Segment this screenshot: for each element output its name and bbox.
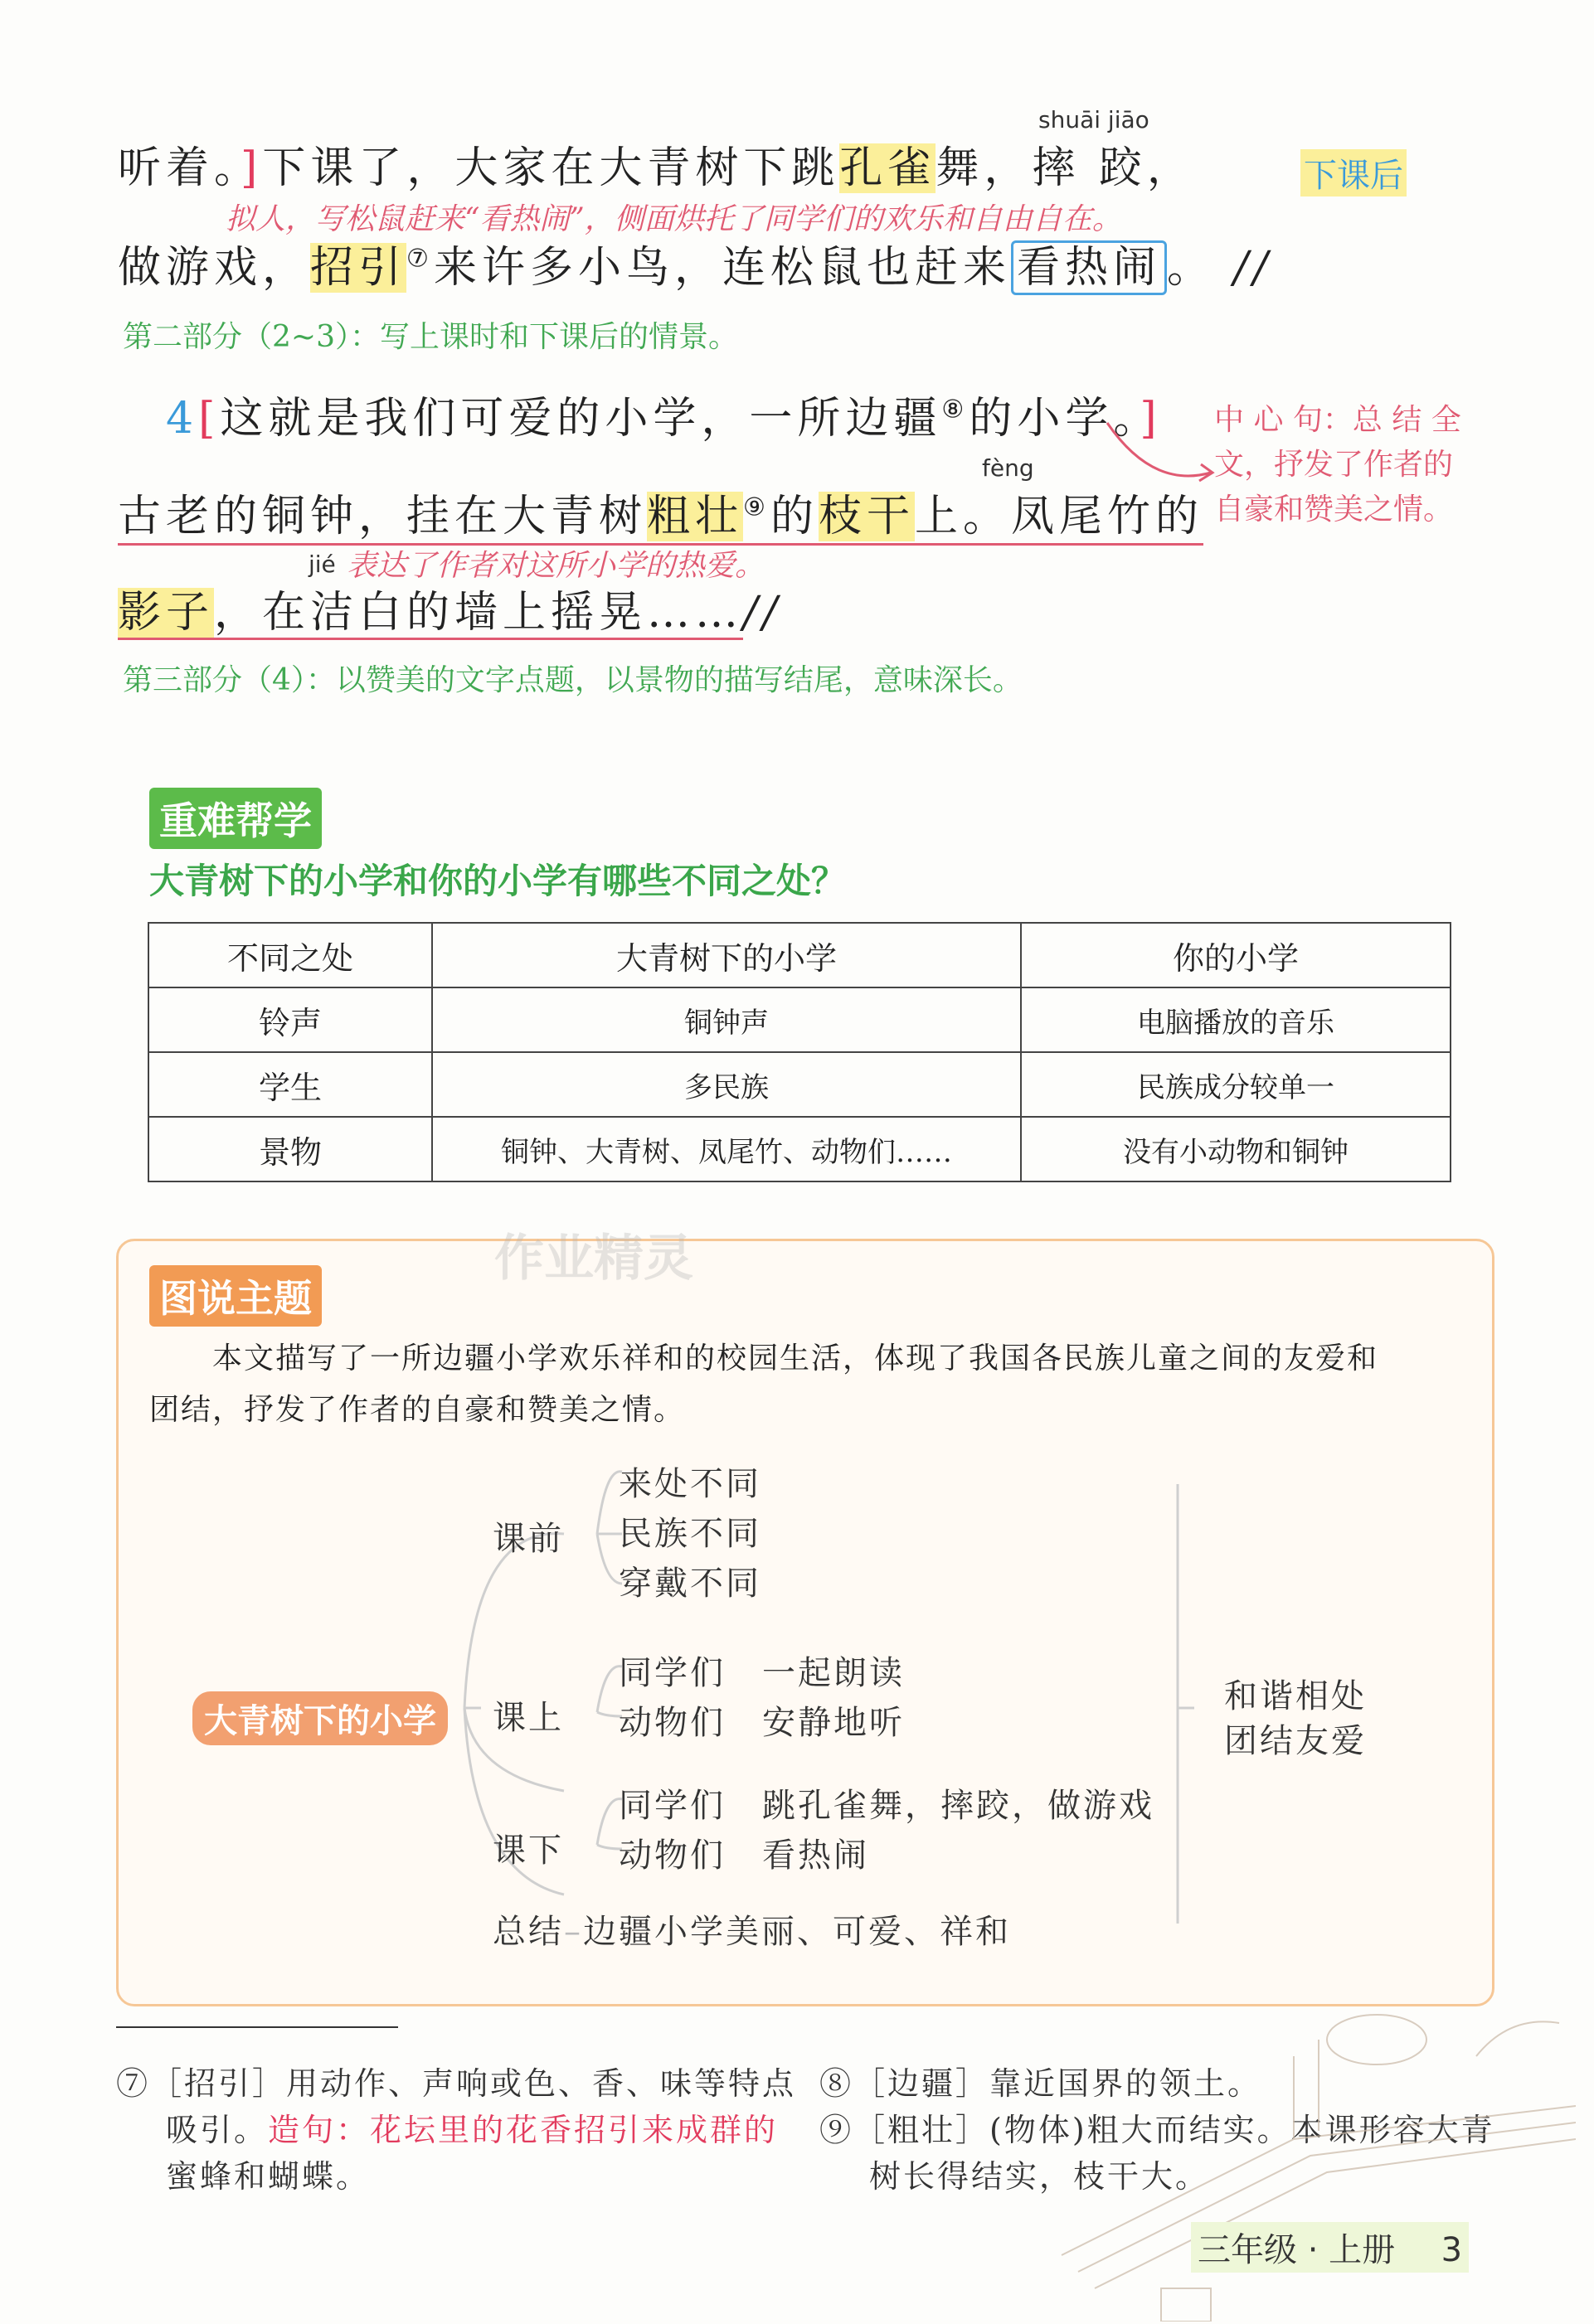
table-row (148, 1052, 1451, 1117)
table-cell: 学生 (148, 1052, 432, 1117)
help-question: 大青树下的小学和你的小学有哪些不同之处？ (149, 861, 847, 901)
annotation-personification: 拟人，写松鼠赶来“看热闹”，侧面烘托了同学们的欢乐和自由自在。 (226, 202, 1122, 236)
central-sentence-note: 中 心 句：总 结 全 文，抒发了作者的 自豪和赞美之情。 (1214, 403, 1461, 526)
table-cell: 没有小动物和铜钟 (1021, 1117, 1451, 1181)
list-item: 穿戴不同 (619, 1565, 761, 1603)
table-header: 你的小学 (1021, 923, 1451, 987)
list-item: 动物们 看热闹 (619, 1836, 869, 1875)
school-roof-illustration (1045, 2006, 1576, 2322)
theme-tag: 图说主题 (149, 1265, 322, 1327)
theme-summary-line-2: 团结，抒发了作者的自豪和赞美之情。 (149, 1393, 686, 1427)
table-cell: 景物 (148, 1117, 432, 1181)
footnote-7-line-2: 吸引。造句：花坛里的花香招引来成群的 (166, 2112, 779, 2148)
theme-right-1: 和谐相处 (1224, 1677, 1367, 1715)
watermark: 作业精灵 (494, 1230, 693, 1288)
part-two-summary: 第二部分（2~3）：写上课时和下课后的情景。 (123, 320, 738, 354)
help-tag: 重难帮学 (149, 788, 322, 849)
list-item: 民族不同 (619, 1515, 761, 1553)
list-item: 来处不同 (619, 1465, 761, 1503)
list-item: 同学们 一起朗读 (619, 1654, 905, 1692)
side-note-after-class: 下课后 (1300, 149, 1407, 196)
footnote-9-line-2: 树长得结实，枝干大。 (869, 2158, 1210, 2195)
table-cell: 民族成分较单一 (1021, 1052, 1451, 1117)
summary-label: 总结–边疆小学美丽、可爱、祥和 (493, 1913, 1011, 1951)
table-header-row (148, 923, 1451, 987)
page-number: 3 (1441, 2231, 1463, 2269)
pinyin-jie: jié (309, 551, 336, 578)
passage-line-4: 古老的铜钟，挂在大青树粗壮⑨的枝干上。凤尾竹的 (118, 481, 1203, 546)
list-item: 动物们 安静地听 (619, 1704, 905, 1742)
table-cell: 多民族 (432, 1052, 1021, 1117)
table-header: 不同之处 (148, 923, 432, 987)
table-row (148, 1117, 1451, 1181)
theme-right-2: 团结友爱 (1224, 1722, 1367, 1760)
table-cell: 铜钟声 (432, 987, 1021, 1052)
list-item: 同学们 跳孔雀舞，摔跤，做游戏 (619, 1787, 1154, 1825)
footnote-7-line-1: ⑦［招引］用动作、声响或色、香、味等特点 (116, 2065, 797, 2102)
passage-line-5: 影子，在洁白的墙上摇晃……// (118, 577, 782, 639)
table-cell: 电脑播放的音乐 (1021, 987, 1451, 1052)
branch-during-class: 课上 (493, 1699, 564, 1737)
branch-before-class: 课前 (493, 1520, 564, 1558)
footnote-7-line-3: 蜜蜂和蝴蝶。 (166, 2158, 371, 2195)
table-row (148, 987, 1451, 1052)
pinyin-shuaijiao: shuāi jiāo (1038, 106, 1149, 133)
passage-line-2: 做游戏，招引⑦来许多小鸟，连松鼠也赶来 看热闹 。 // (118, 232, 1273, 294)
passage-line-3: 4[这就是我们可爱的小学，一所边疆⑧的小学。] (166, 394, 1162, 444)
theme-summary-line-1: 本文描写了一所边疆小学欢乐祥和的校园生活，体现了我国各民族儿童之间的友爱和 (212, 1342, 1379, 1375)
comparison-table (148, 922, 1451, 1182)
passage-line-1: 听着。]下课了，大家在大青树下跳孔雀舞，摔 跤， (118, 143, 1195, 193)
footnote-8: ⑧［边疆］靠近国界的领土。 (819, 2065, 1262, 2102)
branch-after-class: 课下 (493, 1832, 564, 1870)
table-cell: 铃声 (148, 987, 432, 1052)
page-label: 三年级 · 上册 3 (1191, 2222, 1469, 2273)
footnote-divider (116, 2026, 398, 2028)
pinyin-feng: fèng (982, 454, 1034, 482)
part-three-summary: 第三部分（4）：以赞美的文字点题，以景物的描写结尾，意味深长。 (123, 663, 1023, 697)
annotation-love: 表达了作者对这所小学的热爱。 (347, 549, 765, 583)
table-header: 大青树下的小学 (432, 923, 1021, 987)
mindmap-root: 大青树下的小学 (192, 1691, 448, 1745)
table-cell: 铜钟、大青树、凤尾竹、动物们…… (432, 1117, 1021, 1181)
footnote-9-line-1: ⑨［粗壮］(物体)粗大而结实。本课形容大青 (819, 2112, 1495, 2148)
